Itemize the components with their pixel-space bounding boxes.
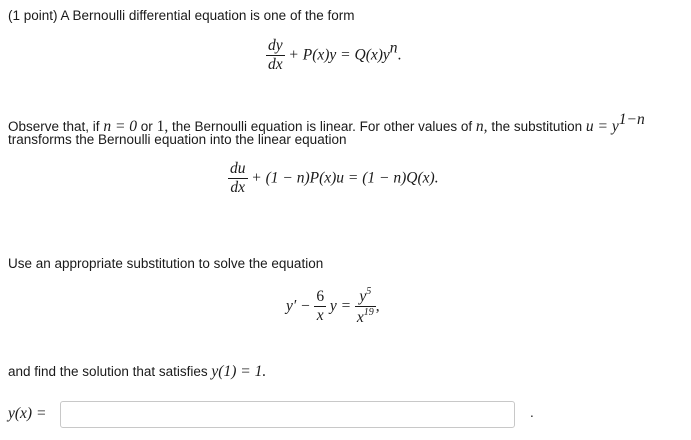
eq3-end: ,: [375, 297, 380, 315]
use-line: Use an appropriate substitution to solve the equation: [8, 256, 324, 271]
eq3-mid: y =: [329, 297, 352, 315]
problem-header: (1 point) A Bernoulli differential equation is one of the form: [8, 8, 355, 23]
eq3-f2-num-exp: 5: [366, 286, 372, 297]
eq1-rest: + P(x)y = Q(x)y: [288, 46, 390, 64]
answer-field-container: [60, 401, 515, 428]
eq3-f2-den: x: [356, 309, 364, 327]
observe-line: Observe that, if n = 0 or 1, the Bernoulli equation is linear. For other values of n, the substitution $u = y^{1-n}$: [8, 111, 645, 135]
transforms-line: transforms the Bernoulli equation into the linear equation: [8, 132, 347, 147]
answer-input[interactable]: [61, 402, 514, 427]
eq2-rest: + (1 − n)P(x)u = (1 − n)Q(x).: [251, 169, 439, 187]
eq3-f1-den: x: [316, 307, 324, 325]
answer-period: .: [530, 405, 534, 420]
eq3-f2-den-exp: 19: [363, 307, 374, 319]
eq2-num: du: [230, 160, 246, 177]
eq3-lhs: y′ −: [286, 297, 311, 315]
bernoulli-form-equation: [266, 38, 401, 74]
eq3-f1-num: 6: [316, 288, 325, 305]
linear-equation: [228, 161, 439, 197]
eq3-f2-num: y: [359, 288, 367, 305]
find-line: and find the solution that satisfies y(1) = 1.: [8, 363, 267, 380]
eq1-end: .: [397, 46, 402, 64]
eq2-den: dx: [230, 179, 246, 197]
eq1-num: dy: [268, 37, 283, 54]
eq1-den: dx: [268, 56, 283, 74]
given-equation: [286, 287, 380, 327]
answer-label: y(x) =: [8, 405, 47, 422]
eq1-exp: n: [389, 39, 398, 57]
